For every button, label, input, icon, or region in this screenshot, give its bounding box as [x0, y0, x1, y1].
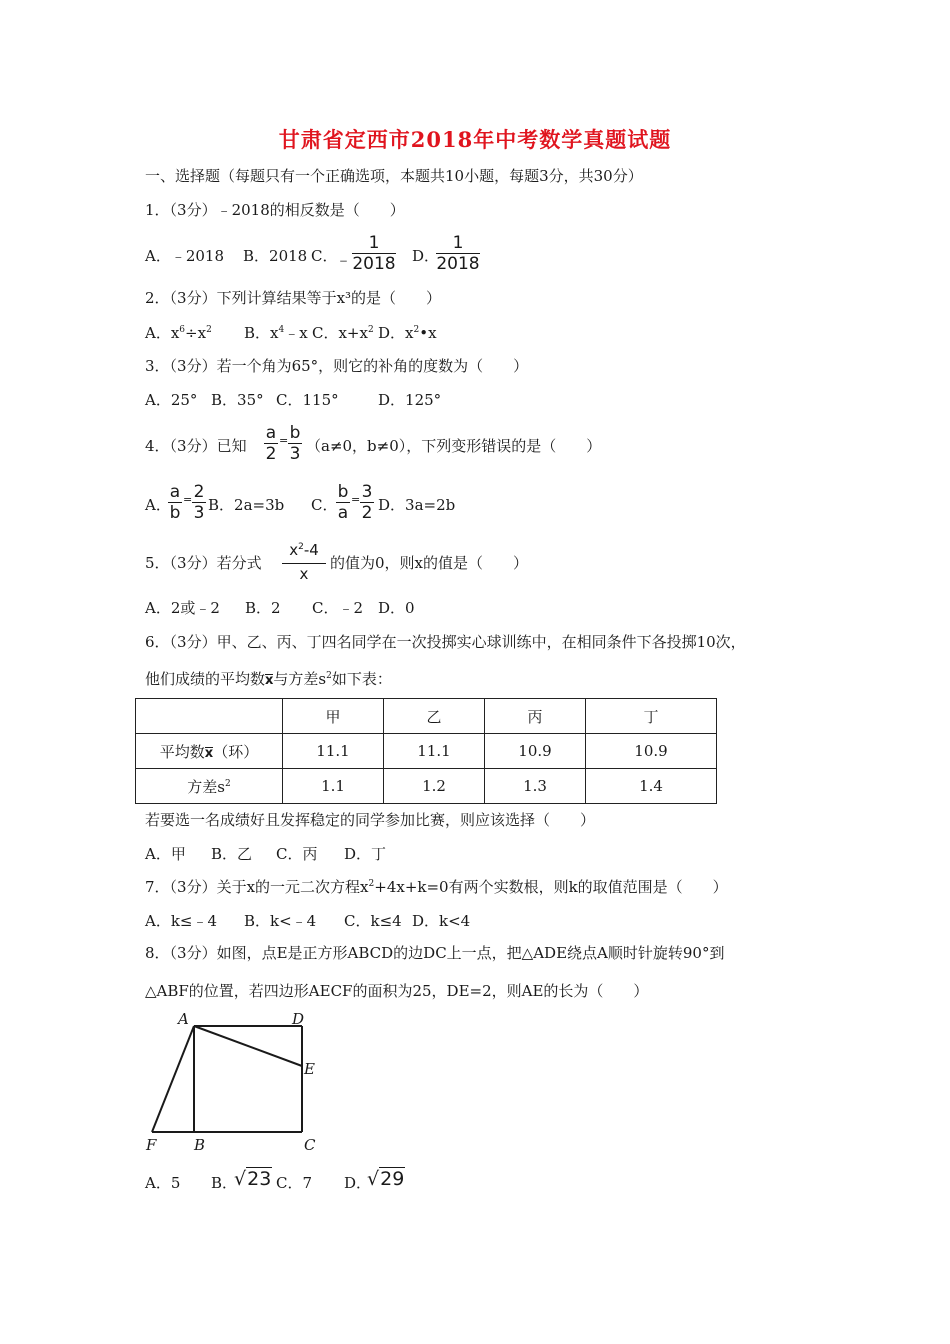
q1-option-d: D． [412, 247, 440, 265]
q4-option-c: C． [311, 496, 338, 514]
table-header-cell: 丁 [586, 699, 717, 734]
table-header-cell: 甲 [283, 699, 384, 734]
table-row-label: 方差$s^2$ [136, 769, 283, 804]
q1-option-c-fraction [352, 233, 396, 274]
q1-option-c-sign: ﹣ [335, 250, 352, 270]
q7-stem: 7．（3分）关于x的一元二次方程$x^2+4x+k=0$有两个实数根，则k的取值范围是（ ） [145, 878, 728, 896]
q6-option-c: C．丙 [276, 845, 318, 863]
q1-c-denominator: 2018 [352, 254, 396, 274]
q8-stem-line1: 8．（3分）如图，点E是正方形ABCD的边DC上一点，把△ADE绕点A顺时针旋转90°到 [145, 944, 725, 962]
q2-option-d: D．$x^2•x$ [378, 324, 437, 342]
q8-option-a: A．5 [145, 1174, 181, 1192]
q7-option-d: D．k<4 [412, 912, 471, 930]
q4-equals: = [279, 434, 289, 447]
label-B: B [194, 1136, 206, 1154]
q4-fraction-a-over-2: $\frac{a}{2}$ [265, 423, 277, 464]
q8-option-d: D． [344, 1174, 372, 1192]
table-header-cell: 丙 [485, 699, 586, 734]
table-row [136, 769, 717, 804]
q3-stem: 3．（3分）若一个角为65°，则它的补角的度数为（ ） [145, 357, 529, 375]
q1-c-numerator: 1 [368, 233, 380, 253]
q4-a-fraction-left: $\frac{a}{b}$ [169, 482, 181, 523]
table-row [136, 734, 717, 769]
label-A: A [178, 1010, 189, 1028]
q7-option-a: A．k≤﹣4 [145, 912, 218, 930]
q6-option-d: D．丁 [344, 845, 387, 863]
q2-stem: 2．（3分）下列计算结果等于x³的是（ ） [145, 289, 442, 307]
q5-option-c: C．﹣2 [312, 599, 364, 617]
segment-FA [152, 1026, 194, 1132]
q5-stem-post: 的值为0，则x的值是（ ） [330, 554, 529, 572]
q5-option-d: D．0 [378, 599, 415, 617]
q1-option-a: A．﹣2018 [145, 247, 225, 265]
table-header-cell [136, 699, 283, 734]
q6-option-b: B．乙 [211, 845, 253, 863]
label-C: C [304, 1136, 316, 1154]
q2-option-c: C．$x+x^2$ [312, 324, 374, 342]
q4-option-a: A． [145, 496, 171, 514]
q8-option-c: C．7 [276, 1174, 313, 1192]
q3-option-d: D．125° [378, 391, 442, 409]
table-cell: 11.1 [283, 734, 384, 769]
q3-option-a: A．25° [145, 391, 198, 409]
label-D: D [292, 1010, 305, 1028]
q1-d-denominator: 2018 [436, 254, 480, 274]
q7-option-c: C．k≤4 [344, 912, 402, 930]
table-header-row [136, 699, 717, 734]
label-F: F [146, 1136, 157, 1154]
q5-option-b: B．2 [245, 599, 281, 617]
q3-option-b: B．35° [211, 391, 264, 409]
q4-option-d: D．3a=2b [378, 496, 456, 514]
q1-d-numerator: 1 [452, 233, 464, 253]
q7-option-b: B．k<﹣4 [244, 912, 317, 930]
q6-stem-line2: 他们成绩的平均数x与方差$s^2$如下表： [145, 670, 392, 688]
segment-AE [194, 1026, 302, 1066]
q1-option-b: B．2018 [243, 247, 308, 265]
q5-fraction [282, 540, 326, 584]
q5-numerator: $x^2-4$ [289, 541, 319, 559]
q4-stem-post: （a≠0，b≠0），下列变形错误的是（ ） [306, 437, 602, 455]
table-header-cell: 乙 [384, 699, 485, 734]
q4-a-equals: = [183, 493, 193, 506]
table-cell: 1.1 [283, 769, 384, 804]
q6-after-table: 若要选一名成绩好且发挥稳定的同学参加比赛，则应该选择（ ） [145, 811, 596, 829]
q8-option-d-sqrt: √29 [367, 1168, 405, 1190]
q4-c-fraction-right: $\frac{3}{2}$ [361, 482, 373, 523]
table-cell: 1.4 [586, 769, 717, 804]
table-cell: 1.3 [485, 769, 586, 804]
q2-option-b: B．$x^4﹣x$ [244, 324, 308, 342]
table-row-label: 平均数x（环） [136, 734, 283, 769]
q6-stem-line1: 6．（3分）甲、乙、丙、丁四名同学在一次投掷实心球训练中，在相同条件下各投掷10次， [145, 633, 746, 651]
label-E: E [304, 1060, 315, 1078]
table-cell: 11.1 [384, 734, 485, 769]
q1-option-c: C． [311, 247, 338, 265]
q5-option-a: A．2或﹣2 [145, 599, 220, 617]
q1-stem: 1．（3分）﹣2018的相反数是（ ） [145, 201, 405, 219]
q8-stem-line2: △ABF的位置，若四边形AECF的面积为25，DE=2，则AE的长为（ ） [145, 982, 649, 1000]
q4-fraction-b-over-3: $\frac{b}{3}$ [289, 423, 301, 464]
section-heading: 一、选择题（每题只有一个正确选项，本题共10小题，每题3分，共30分） [145, 167, 643, 185]
table-cell: 10.9 [586, 734, 717, 769]
q4-option-b: B．2a=3b [208, 496, 285, 514]
page-title: 甘肃省定西市2018年中考数学真题试题 [278, 127, 672, 152]
q6-option-a: A．甲 [145, 845, 186, 863]
q5-denominator: x [282, 563, 326, 584]
q4-stem-pre: 4．（3分）已知 [145, 437, 247, 455]
q4-c-equals: = [351, 493, 361, 506]
q5-stem-pre: 5．（3分）若分式 [145, 554, 262, 572]
table-cell: 10.9 [485, 734, 586, 769]
q8-option-b: B． [211, 1174, 238, 1192]
q8-geometry-figure [140, 1008, 330, 1158]
scores-table [135, 698, 717, 804]
table-cell: 1.2 [384, 769, 485, 804]
q3-option-c: C．115° [276, 391, 339, 409]
q2-option-a: A．$x^6\div x^2$ [145, 324, 212, 342]
q4-c-fraction-left: $\frac{b}{a}$ [337, 482, 349, 523]
q1-option-d-fraction [436, 233, 480, 274]
q4-a-fraction-right: $\frac{2}{3}$ [193, 482, 205, 523]
q8-option-b-sqrt: √23 [234, 1168, 272, 1190]
